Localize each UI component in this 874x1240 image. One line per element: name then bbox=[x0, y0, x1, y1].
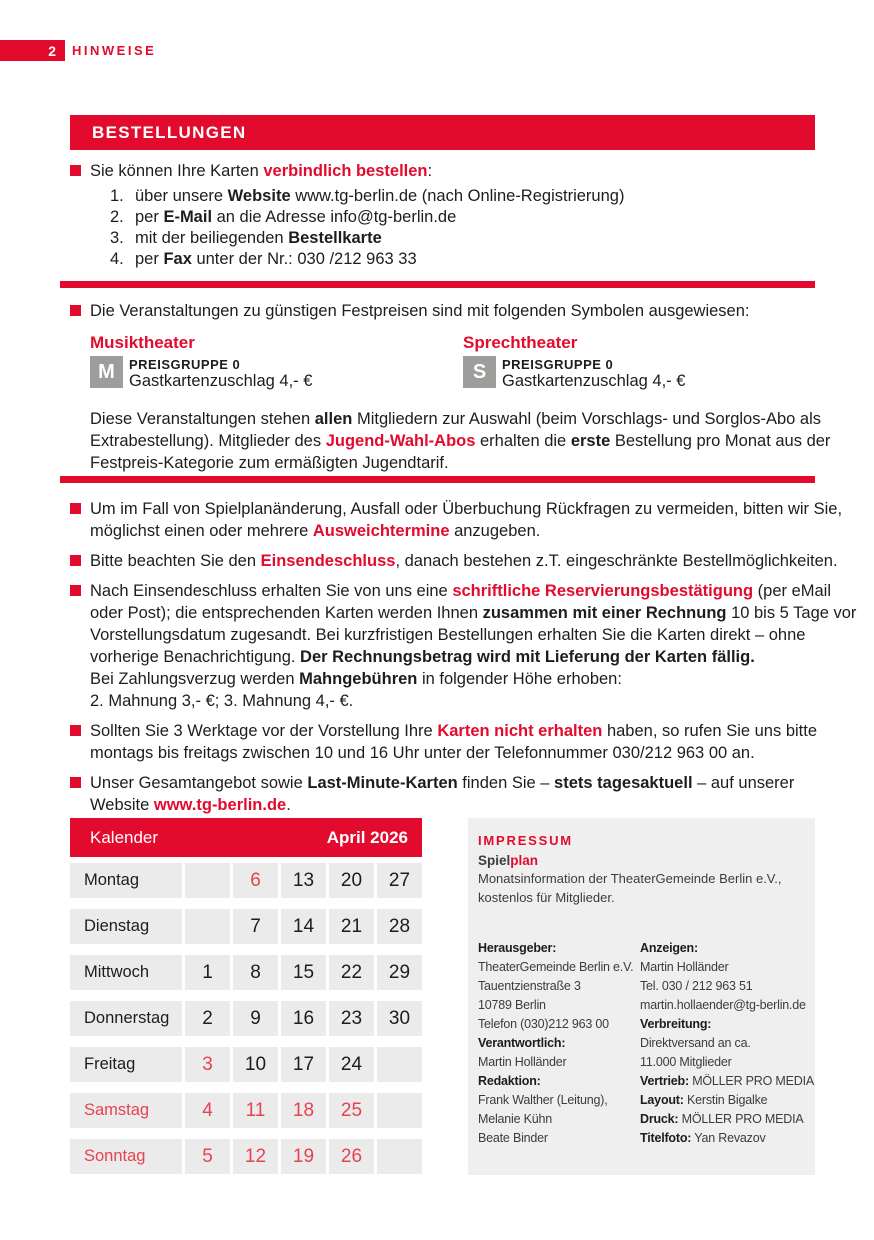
bullet-square-icon bbox=[70, 165, 81, 176]
info-bullet: Unser Gesamtangebot sowie Last-Minute-Karten finden Sie – stets tagesaktuell – auf unserer Website www.tg-berlin.de. bbox=[70, 772, 818, 816]
calendar-cell: 24 bbox=[329, 1047, 374, 1082]
calendar-cell: 18 bbox=[281, 1093, 326, 1128]
surcharge-label: Gastkartenzuschlag 4,- € bbox=[502, 372, 686, 390]
calendar-row bbox=[70, 1093, 422, 1128]
item-number: 2. bbox=[110, 208, 124, 226]
calendar-cell: 14 bbox=[281, 909, 326, 944]
impressum-line: Telefon (030)212 963 00 bbox=[478, 1017, 609, 1031]
symbol-group-title: Musiktheater bbox=[90, 333, 195, 352]
bullet-square-icon bbox=[70, 305, 81, 316]
impressum-line: Verantwortlich: bbox=[478, 1036, 566, 1050]
calendar-row bbox=[70, 1001, 422, 1036]
order-methods-list bbox=[110, 186, 818, 270]
surcharge-label: Gastkartenzuschlag 4,- € bbox=[129, 372, 313, 390]
symbol-group-sprechtheater bbox=[463, 333, 685, 389]
impressum-line: Martin Holländer bbox=[640, 960, 729, 974]
section-divider bbox=[60, 476, 815, 483]
impressum-line: Anzeigen: bbox=[640, 941, 698, 955]
calendar-cell: 11 bbox=[233, 1093, 278, 1128]
order-intro bbox=[70, 160, 818, 270]
calendar-cell: 28 bbox=[377, 909, 422, 944]
calendar-cell: 1 bbox=[185, 955, 230, 990]
pricegroup-label: PREISGRUPPE 0 bbox=[502, 357, 614, 372]
impressum-line: Verbreitung: bbox=[640, 1017, 712, 1031]
item-number: 1. bbox=[110, 187, 124, 205]
calendar-cell: 10 bbox=[233, 1047, 278, 1082]
calendar-cell: 26 bbox=[329, 1139, 374, 1174]
page-number-box bbox=[0, 40, 65, 61]
impressum-col1 bbox=[478, 939, 640, 1148]
impressum-title: Spielplan bbox=[478, 853, 539, 868]
title-bar-label: BESTELLUNGEN bbox=[92, 122, 247, 142]
calendar-cell: 7 bbox=[233, 909, 278, 944]
info-bullet: Bitte beachten Sie den Einsendeschluss, danach bestehen z.T. eingeschränkte Bestellmöglichkeiten. bbox=[70, 550, 818, 572]
order-method-item bbox=[110, 249, 818, 270]
info-bullets bbox=[70, 498, 857, 824]
calendar-cell: 23 bbox=[329, 1001, 374, 1036]
calendar-cell: 3 bbox=[185, 1047, 230, 1082]
bullet-square-icon bbox=[70, 585, 81, 596]
impressum-line: Direktversand an ca. bbox=[640, 1036, 751, 1050]
calendar-row bbox=[70, 1139, 422, 1174]
impressum-line: Martin Holländer bbox=[478, 1055, 567, 1069]
calendar-cell: 8 bbox=[233, 955, 278, 990]
impressum-line: Melanie Kühn bbox=[478, 1112, 553, 1126]
symbols-intro bbox=[70, 300, 818, 322]
impressum-line: Beate Binder bbox=[478, 1131, 548, 1145]
calendar-day-label: Montag bbox=[70, 863, 182, 898]
impressum-line: TheaterGemeinde Berlin e.V. bbox=[478, 960, 634, 974]
impressum-line: Layout: Kerstin Bigalke bbox=[640, 1093, 768, 1107]
calendar-row bbox=[70, 1047, 422, 1082]
impressum-col2 bbox=[640, 939, 814, 1148]
title-bar bbox=[70, 115, 815, 150]
order-method-item bbox=[110, 228, 818, 249]
calendar-cell bbox=[377, 1047, 422, 1082]
calendar-cell bbox=[377, 1093, 422, 1128]
item-text: per Fax unter der Nr.: 030 /212 963 33 bbox=[135, 250, 417, 268]
calendar-cell: 5 bbox=[185, 1139, 230, 1174]
calendar-day-label: Dienstag bbox=[70, 909, 182, 944]
bullet-square-icon bbox=[70, 555, 81, 566]
impressum-line: 10789 Berlin bbox=[478, 998, 546, 1012]
symbol-group-musiktheater bbox=[90, 333, 463, 389]
calendar-cell: 15 bbox=[281, 955, 326, 990]
section-divider bbox=[60, 281, 815, 288]
impressum-line: 11.000 Mitglieder bbox=[640, 1055, 732, 1069]
pricegroup-label: PREISGRUPPE 0 bbox=[129, 357, 241, 372]
calendar-cell: 4 bbox=[185, 1093, 230, 1128]
impressum-subtitle: Monatsinformation der TheaterGemeinde Berlin e.V., kostenlos für Mitglieder. bbox=[478, 871, 782, 905]
calendar-cell: 12 bbox=[233, 1139, 278, 1174]
item-text: über unsere Website www.tg-berlin.de (nach Online-Registrierung) bbox=[135, 187, 625, 205]
calendar-cell: 30 bbox=[377, 1001, 422, 1036]
sprechtheater-badge-icon: S bbox=[463, 356, 496, 388]
calendar-cell bbox=[185, 909, 230, 944]
impressum-line: Titelfoto: Yan Revazov bbox=[640, 1131, 766, 1145]
calendar-day-label: Donnerstag bbox=[70, 1001, 182, 1036]
calendar-cell: 2 bbox=[185, 1001, 230, 1036]
info-bullet: Sollten Sie 3 Werktage vor der Vorstellung Ihre Karten nicht erhalten haben, so rufen Sie uns bitte montags bis freitags zwischen 10 und 16 Uhr unter der Telefonnummer 030/212 963 00 an. bbox=[70, 720, 818, 764]
calendar-day-label: Mittwoch bbox=[70, 955, 182, 990]
calendar-header bbox=[70, 818, 422, 857]
impressum-line: Herausgeber: bbox=[478, 941, 557, 955]
calendar-row bbox=[70, 863, 422, 898]
calendar-day-label: Freitag bbox=[70, 1047, 182, 1082]
info-bullet: Nach Einsendeschluss erhalten Sie von uns eine schriftliche Reservierungsbestätigung (per eMail oder Post); die entsprechenden Karten werden Ihnen zusammen mit einer Rechnung 10 bis 5 Tage vor Vorstellungsdatum zugesandt. Bei kurzfristigen Bestellungen erhalten Sie die Karten direkt – ohne vorherige Benachrichtigung. Der Rechnungsbetrag wird mit Lieferung der Karten fällig. Bei Zahlungsverzug werden Mahngebühren in folgender Höhe erhoben: 2. Mahnung 3,- €; 3. Mahnung 4,- €. bbox=[70, 580, 818, 712]
page-number: 2 bbox=[48, 42, 56, 59]
item-text: mit der beiliegenden Bestellkarte bbox=[135, 229, 382, 247]
bullet-square-icon bbox=[70, 503, 81, 514]
impressum-line: martin.hollaender@tg-berlin.de bbox=[640, 998, 806, 1012]
item-number: 4. bbox=[110, 250, 124, 268]
bullet-square-icon bbox=[70, 725, 81, 736]
symbols-section bbox=[70, 300, 831, 474]
symbols-note: Diese Veranstaltungen stehen allen Mitgliedern zur Auswahl (beim Vorschlags- und Sorglos-Abo als Extrabestellung). Mitglieder des Jugend-Wahl-Abos erhalten die erste Bestellung pro Monat aus der Festpreis-Kategorie zum ermäßigten Jugendtarif. bbox=[90, 410, 831, 472]
calendar-cell: 21 bbox=[329, 909, 374, 944]
impressum-heading: IMPRESSUM bbox=[478, 833, 573, 848]
item-number: 3. bbox=[110, 229, 124, 247]
impressum-line: Frank Walther (Leitung), bbox=[478, 1093, 608, 1107]
musiktheater-badge-icon: M bbox=[90, 356, 123, 388]
section-heading: HINWEISE bbox=[72, 43, 157, 58]
calendar-month: April 2026 bbox=[326, 827, 408, 847]
bullet-square-icon bbox=[70, 777, 81, 788]
calendar-cell: 19 bbox=[281, 1139, 326, 1174]
order-method-item bbox=[110, 207, 818, 228]
calendar-row bbox=[70, 955, 422, 990]
symbol-groups bbox=[90, 333, 818, 389]
order-intro-text: Sie können Ihre Karten verbindlich bestellen: bbox=[90, 162, 433, 180]
impressum-line: Vertrieb: MÖLLER PRO MEDIA bbox=[640, 1074, 815, 1088]
calendar-day-label: Sonntag bbox=[70, 1139, 182, 1174]
symbols-intro-text: Die Veranstaltungen zu günstigen Festpreisen sind mit folgenden Symbolen ausgewiesen: bbox=[90, 302, 750, 320]
calendar-row bbox=[70, 909, 422, 944]
calendar-day-label: Samstag bbox=[70, 1093, 182, 1128]
calendar-cell: 22 bbox=[329, 955, 374, 990]
info-bullet: Um im Fall von Spielplanänderung, Ausfall oder Überbuchung Rückfragen zu vermeiden, bitten wir Sie, möglichst einen oder mehrere Ausweichtermine anzugeben. bbox=[70, 498, 818, 542]
calendar-title: Kalender bbox=[90, 827, 159, 847]
impressum-line: Tauentzienstraße 3 bbox=[478, 979, 581, 993]
calendar-cell: 20 bbox=[329, 863, 374, 898]
symbol-group-title: Sprechtheater bbox=[463, 333, 578, 352]
calendar-cell: 16 bbox=[281, 1001, 326, 1036]
calendar-cell bbox=[185, 863, 230, 898]
calendar-cell: 9 bbox=[233, 1001, 278, 1036]
calendar-cell: 25 bbox=[329, 1093, 374, 1128]
calendar-cell: 6 bbox=[233, 863, 278, 898]
calendar bbox=[70, 818, 422, 1174]
item-text: per E-Mail an die Adresse info@tg-berlin.de bbox=[135, 208, 457, 226]
impressum bbox=[468, 818, 815, 1175]
calendar-cell: 29 bbox=[377, 955, 422, 990]
calendar-cell bbox=[377, 1139, 422, 1174]
order-section bbox=[70, 160, 818, 278]
calendar-cell: 27 bbox=[377, 863, 422, 898]
impressum-line: Druck: MÖLLER PRO MEDIA bbox=[640, 1112, 804, 1126]
calendar-cell: 13 bbox=[281, 863, 326, 898]
impressum-line: Redaktion: bbox=[478, 1074, 541, 1088]
order-method-item bbox=[110, 186, 818, 207]
impressum-line: Tel. 030 / 212 963 51 bbox=[640, 979, 753, 993]
calendar-cell: 17 bbox=[281, 1047, 326, 1082]
